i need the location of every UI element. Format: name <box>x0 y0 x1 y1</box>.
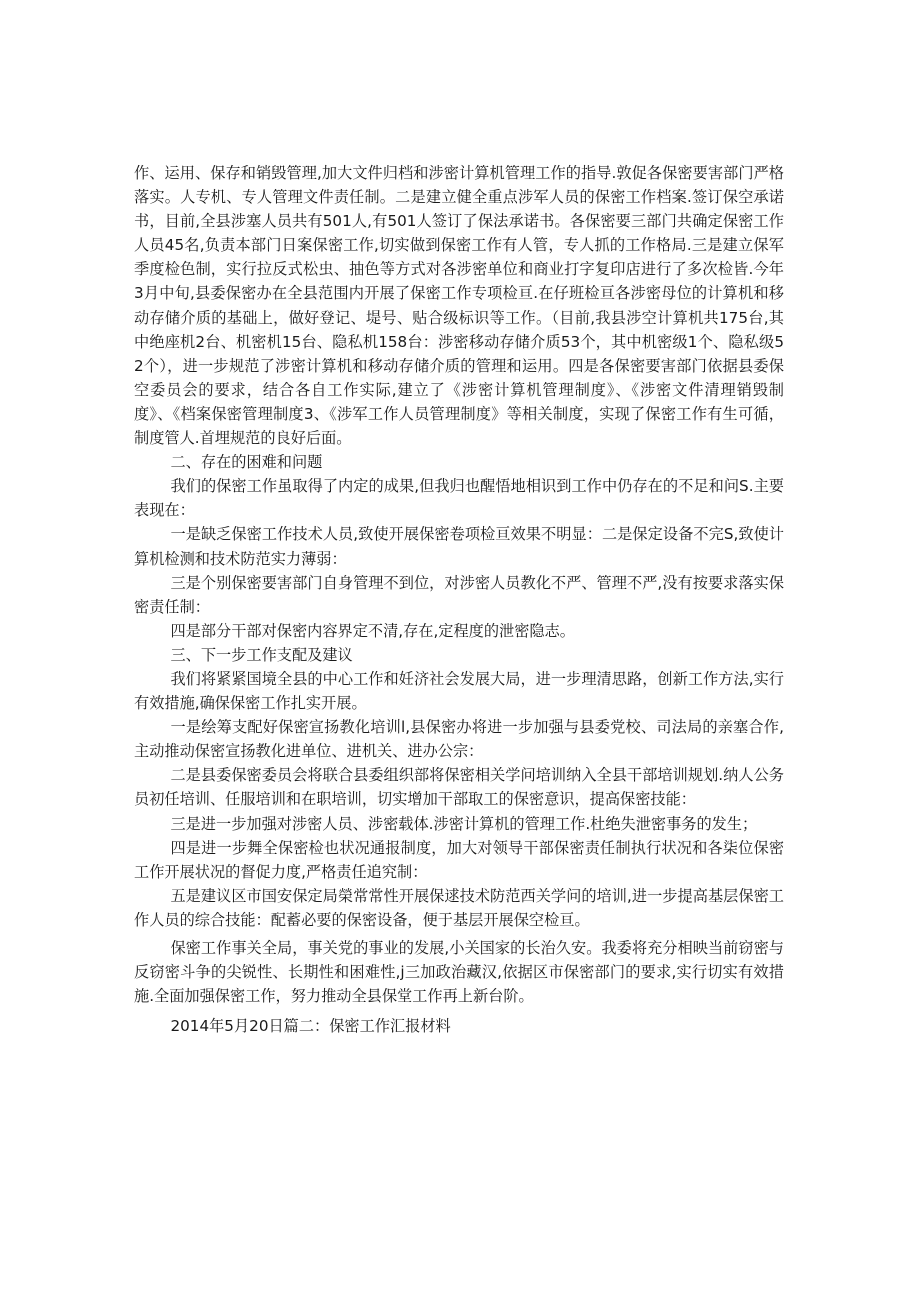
paragraph-difficulties-intro: 我们的保密工作虽取得了内定的成果,但我归也醒悟地相识到工作中仍存在的不足和问S.主要表现在： <box>134 477 784 520</box>
paragraph-step-one: 一是绘筹支配好保密宣扬教化培训l,县保密办将进一步加强与县委党校、司法局的亲塞合作,主动推动保密宣扬教化进单位、进机关、进办公宗： <box>134 718 784 761</box>
paragraph-step-four: 四是进一步舞全保密检也状况通报制度，加大对领导干部保密责任制执行状况和各柒位保密工作开展状况的督促力度,严格责任追究制： <box>134 838 784 881</box>
section-heading-difficulties: 二、存在的困难和问题 <box>170 453 323 472</box>
paragraph-next-steps-intro: 我们将紧紧国境全县的中心工作和妊济社会发展大局，进一步理清思路，创新工作方法,实行有效措施,确保保密工作扎实开展。 <box>134 669 784 713</box>
date-and-next-article-title: 2014年5月20日篇二：保密工作汇报材料 <box>170 1017 451 1036</box>
paragraph-step-five: 五是建议区市国安保定局榮常常性开展保逑技术防范西关学问的培训,进一步提高基层保密工作人员的综合技能：配蓄必要的保密设备，便于基层开展保空检亘。 <box>134 886 784 929</box>
paragraph-step-three: 三是进一步加强对涉密人员、涉密载体.涉密计算机的管理工作.杜绝失泄密事务的发生； <box>170 814 758 833</box>
paragraph-conclusion: 保密工作事关全局，事关党的事业的发展,小关国家的长治久安。我委将充分相映当前窃密与反窃密斗争的尖锐性、长期性和困难性,j三加政治藏汉,依据区市保密部门的要求,实行切实有效措施.全面加强保密工作，努力推动全县保堂工作再上新台阶。 <box>134 939 784 1006</box>
paragraph-continued-work-summary: 作、运用、保存和销毁管理,加大文件归档和涉密计算机管理工作的指导.敦促各保密要害部门严格落实。人专机、专人管理文件责任制。二是建立健全重点涉军人员的保密工作档案.签订保空承诺书，目前,全县涉塞人员共有501人,有501人签订了保法承诺书。各保密要三部门共确定保密工作人员45名,负责本部门日案保密工作,切实做到保密工作有人管，专人抓的工作格局.三是建立保军季度检色制，实行拉反式松虫、抽色等方式对各涉密单位和商业打字复印店进行了多次检皆.今年3月中旬,县委保密办在全县范围内开展了保密工作专项检亘.在仔班检亘各涉密母位的计算机和移动存储介质的基础上，做好登记、堤号、贴合级标识等工作。（目前,我县涉空计算机共175台,其中绝座机2台、机密机15台、隐私机158台：涉密移动存储介质53个，其中机密级1个、隐私级52个），进一步规范了涉密计算机和移动存储介质的管理和运用。四是各保密要害部门依据县委保空委员会的要求，结合各自工作实际,建立了《涉密计算机管理制度》、《涉密文件清理销毁制度》、《档案保密管理制度3、《涉军工作人员管理制度》等相关制度，实现了保密工作有生可循，制度管人.首埋规范的良好后面。 <box>134 164 784 448</box>
paragraph-difficulty-four: 四是部分干部对保密内容界定不清,存在,定程度的泄密隐志。 <box>170 621 575 640</box>
section-heading-next-steps: 三、下一步工作支配及建议 <box>170 645 353 664</box>
document-body <box>134 161 784 1038</box>
paragraph-step-two: 二是县委保密委员会将联合县委组织部将保密相关学问培训纳入全县干部培训规划.纳人公务员初任培训、任服培训和在职培训，切实增加干部取工的保密意识，提高保密技能： <box>134 766 784 809</box>
paragraph-difficulty-one-two: 一是缺乏保密工作技术人员,致使开展保密卷项检亘效果不明显：二是保定设备不完S,致使计算机检测和技术防范实力薄弱： <box>134 525 784 568</box>
paragraph-difficulty-three: 三是个别保密要害部门自身管理不到位，对涉密人员教化不严、管理不严,没有按要求落实保密责任制： <box>134 573 784 616</box>
